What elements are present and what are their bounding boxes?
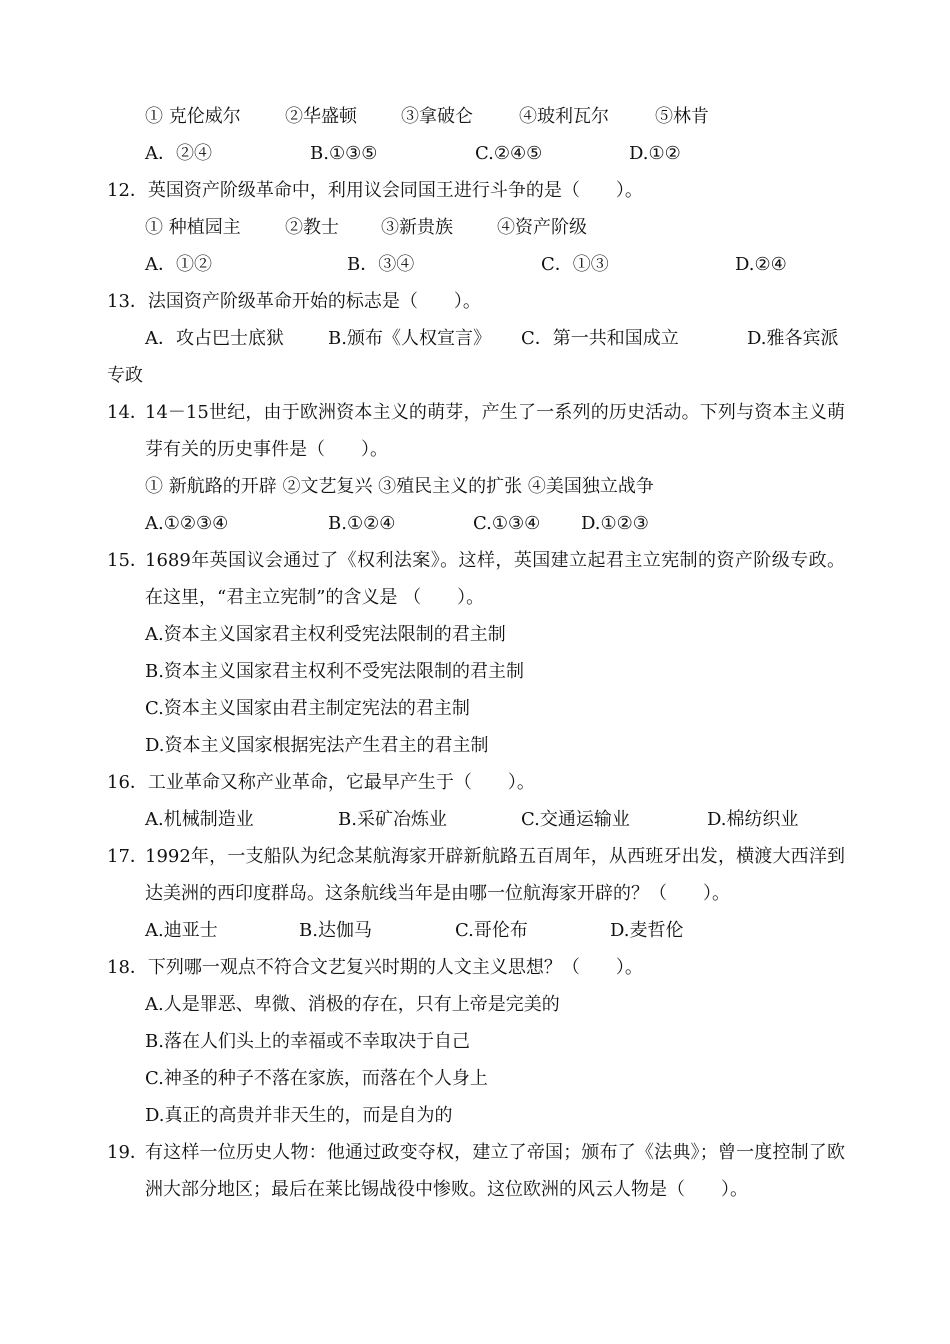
q12-options bbox=[145, 253, 845, 277]
q17-number: 17． bbox=[107, 846, 148, 867]
q16-option-d: D.棉纺织业 bbox=[707, 809, 799, 830]
q14-option-d: D.①②③ bbox=[581, 513, 649, 534]
q13-stem: 13．法国资产阶级革命开始的标志是（ ）。 bbox=[107, 291, 481, 312]
q15-option-a: A.资本主义国家君主权利受宪法限制的君主制 bbox=[145, 624, 506, 645]
q19-stem: 有这样一位历史人物：他通过政变夺权，建立了帝国；颁布了《法典》；曾一度控制了欧洲大部分地区；最后在莱比锡战役中惨败。这位欧洲的风云人物是（ ）。 bbox=[145, 1142, 845, 1200]
q17-option-a: A.迪亚士 bbox=[145, 920, 218, 941]
q17-options bbox=[145, 919, 845, 943]
q12-items bbox=[145, 216, 845, 240]
q15-option-d: D.资本主义国家根据宪法产生君主的君主制 bbox=[145, 735, 489, 756]
q18-option-d: D.真正的高贵并非天生的，而是自为的 bbox=[145, 1105, 453, 1126]
q12-item-1: ① 种植园主 bbox=[145, 217, 241, 238]
q17-option-d: D.麦哲伦 bbox=[610, 920, 684, 941]
q11-item-4: ④玻利瓦尔 bbox=[519, 106, 609, 127]
q14-option-c: C.①③④ bbox=[473, 513, 541, 534]
q17-option-c: C.哥伦布 bbox=[455, 920, 528, 941]
q16-option-a: A.机械制造业 bbox=[145, 809, 254, 830]
q14-options bbox=[145, 512, 845, 536]
q18-stem: 18．下列哪一观点不符合文艺复兴时期的人文主义思想？（ ）。 bbox=[107, 957, 643, 978]
q12-item-4: ④资产阶级 bbox=[497, 217, 587, 238]
q11-option-a: A．②④ bbox=[145, 143, 212, 164]
q15-stem: 1689年英国议会通过了《权利法案》。这样，英国建立起君主立宪制的资产阶级专政。在这里，“君主立宪制”的含义是 （ ）。 bbox=[145, 550, 845, 608]
q12-item-2: ②教士 bbox=[285, 217, 339, 238]
q16-option-b: B.采矿冶炼业 bbox=[338, 809, 447, 830]
q14-option-a: A.①②③④ bbox=[145, 513, 229, 534]
q16-option-c: C.交通运输业 bbox=[521, 809, 630, 830]
q11-option-d: D.①② bbox=[629, 143, 681, 164]
q19-number: 19． bbox=[107, 1142, 148, 1163]
q11-item-5: ⑤林肯 bbox=[655, 106, 709, 127]
q14-number: 14． bbox=[107, 402, 148, 423]
q13-options bbox=[145, 327, 845, 351]
q11-options bbox=[145, 142, 845, 166]
q12-option-c: C．①③ bbox=[541, 254, 609, 275]
q18-option-a: A.人是罪恶、卑微、消极的存在，只有上帝是完美的 bbox=[145, 994, 560, 1015]
q14-stem: 14－15世纪，由于欧洲资本主义的萌芽，产生了一系列的历史活动。下列与资本主义萌芽有关的历史事件是（ ）。 bbox=[145, 402, 845, 460]
q17-option-b: B.达伽马 bbox=[299, 920, 372, 941]
q11-items bbox=[145, 105, 845, 129]
q11-item-2: ②华盛顿 bbox=[285, 106, 357, 127]
q18-option-c: C.神圣的种子不落在家族，而落在个人身上 bbox=[145, 1068, 488, 1089]
q12-option-b: B．③④ bbox=[347, 254, 415, 275]
q13-option-b: B.颁布《人权宣言》 bbox=[328, 328, 491, 349]
q16-options bbox=[145, 808, 845, 832]
q15-option-c: C.资本主义国家由君主制定宪法的君主制 bbox=[145, 698, 470, 719]
q11-option-b: B.①③⑤ bbox=[310, 143, 378, 164]
q17-stem: 1992年，一支船队为纪念某航海家开辟新航路五百周年，从西班牙出发，横渡大西洋到达美洲的西印度群岛。这条航线当年是由哪一位航海家开辟的？（ ）。 bbox=[145, 846, 845, 904]
q15-option-b: B.资本主义国家君主权利不受宪法限制的君主制 bbox=[145, 661, 524, 682]
q12-item-3: ③新贵族 bbox=[381, 217, 453, 238]
q13-option-a: A．攻占巴士底狱 bbox=[145, 328, 284, 349]
q14-option-b: B.①②④ bbox=[328, 513, 396, 534]
q16-stem: 16．工业革命又称产业革命，它最早产生于（ ）。 bbox=[107, 772, 535, 793]
q12-option-d: D.②④ bbox=[735, 254, 787, 275]
q13-option-c: C．第一共和国成立 bbox=[521, 328, 679, 349]
q12-stem: 12．英国资产阶级革命中，利用议会同国王进行斗争的是（ ）。 bbox=[107, 180, 643, 201]
q13-option-d: D.雅各宾派 bbox=[747, 328, 839, 349]
q12-option-a: A．①② bbox=[145, 254, 212, 275]
q11-option-c: C.②④⑤ bbox=[475, 143, 543, 164]
q11-item-1: ① 克伦威尔 bbox=[145, 106, 241, 127]
q15-number: 15． bbox=[107, 550, 148, 571]
q18-option-b: B.落在人们头上的幸福或不幸取决于自己 bbox=[145, 1031, 470, 1052]
q13-option-continuation: 专政 bbox=[107, 365, 143, 386]
q14-items: ① 新航路的开辟 ②文艺复兴 ③殖民主义的扩张 ④美国独立战争 bbox=[145, 476, 654, 497]
q11-item-3: ③拿破仑 bbox=[401, 106, 473, 127]
